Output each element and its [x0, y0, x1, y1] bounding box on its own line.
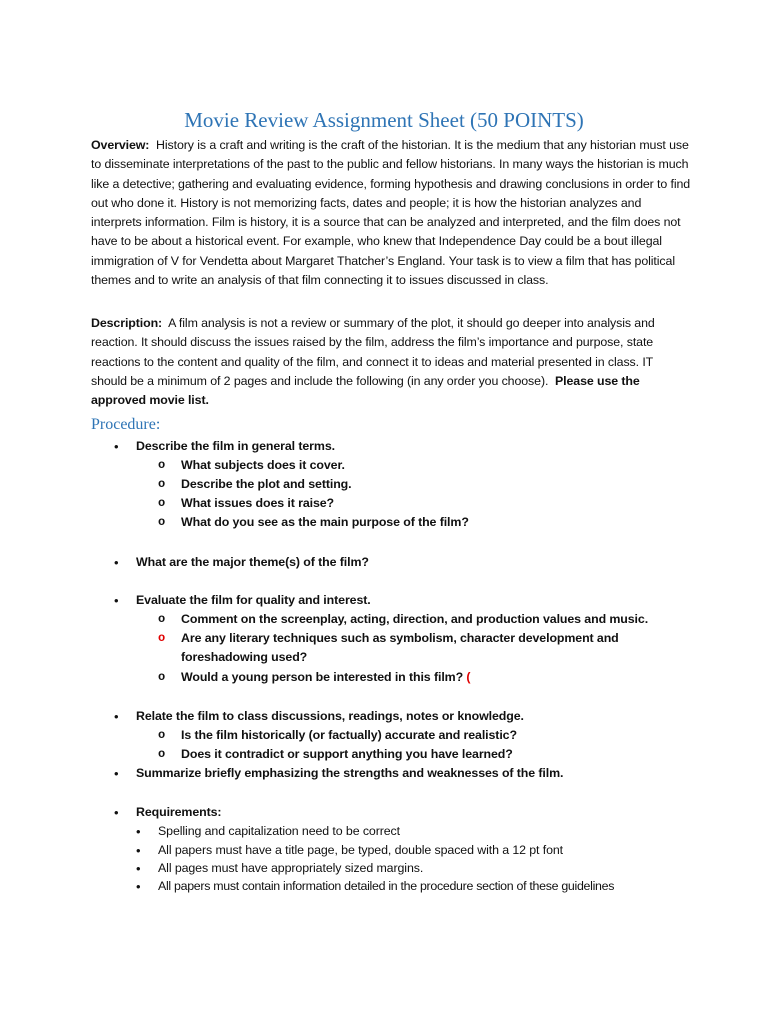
- requirement-item-4: All papers must contain information detailed in the procedure section of these guidelines: [158, 879, 615, 893]
- sub-bullet-icon: o: [158, 496, 166, 510]
- evaluate-sub-3-text: Would a young person be interested in this film?: [181, 670, 464, 684]
- procedure-relate: Relate the film to class discussions, readings, notes or knowledge.: [136, 709, 524, 723]
- sub-bullet-icon: o: [158, 747, 166, 761]
- overview-label: Overview:: [91, 138, 150, 152]
- bullet-icon: [114, 764, 119, 784]
- bullet-icon: [114, 591, 119, 611]
- procedure-themes: What are the major theme(s) of the film?: [136, 555, 369, 569]
- bullet-icon: [136, 822, 141, 842]
- describe-sub-4: What do you see as the main purpose of the film?: [181, 515, 469, 529]
- requirement-item-2: All papers must have a title page, be typed, double spaced with a 12 pt font: [158, 843, 564, 857]
- description-paragraph: [91, 314, 691, 410]
- description-text: A film analysis is not a review or summary of the plot, it should go deeper into analysis and reaction. It should discuss the issues raised by the film, address the film’s importance and purpose, state reactions to the content and quality of the film, and connect it to ideas and material presented in class. IT should be a minimum of 2 pages and include the following (in any order you choose).: [91, 316, 655, 388]
- describe-sub-2: Describe the plot and setting.: [181, 477, 352, 491]
- sub-bullet-icon: o: [158, 458, 166, 472]
- sub-bullet-icon: o: [158, 515, 166, 529]
- overview-text: History is a craft and writing is the craft of the historian. It is the medium that any historian must use to disseminate interpretations of the past to the public and fellow historians. In many ways the historian is much like a detective; gathering and evaluating evidence, forming hypothesis and drawing conclusions in order to find out who done it. History is not memorizing facts, dates and people; it is how the historian analyzes and interprets information. Film is history, it is a source that can be analyzed and interpreted, and the film does not have to be about a historical event. For example, who knew that Independence Day could be a bout illegal immigration of V for Vendetta about Margaret Thatcher’s England. Your task is to view a film that has political themes and to write an analysis of that film connecting it to issues discussed in class.: [91, 138, 691, 288]
- evaluate-sub-2: Are any literary techniques such as symbolism, character development and: [181, 631, 619, 645]
- evaluate-sub-2-continued: foreshadowing used?: [181, 650, 308, 664]
- bullet-icon: [114, 437, 119, 457]
- description-bold-tail: Please use the approved movie list.: [91, 373, 640, 408]
- requirement-item-3: All pages must have appropriately sized margins.: [158, 861, 424, 875]
- requirement-item-1: Spelling and capitalization need to be correct: [158, 824, 400, 838]
- procedure-heading: Procedure:: [91, 416, 161, 433]
- sub-bullet-icon: o: [158, 477, 166, 491]
- red-paren: (: [466, 670, 471, 684]
- sub-bullet-icon-red: o: [158, 631, 166, 645]
- bullet-icon: [114, 553, 119, 573]
- bullet-icon: [114, 707, 119, 727]
- bullet-icon: [114, 803, 119, 823]
- describe-sub-1: What subjects does it cover.: [181, 458, 345, 472]
- evaluate-sub-3: [181, 668, 470, 687]
- bullet-icon: [136, 841, 141, 861]
- procedure-evaluate: Evaluate the film for quality and interest.: [136, 593, 371, 607]
- overview-paragraph: [91, 136, 691, 290]
- procedure-describe: Describe the film in general terms.: [136, 439, 335, 453]
- description-label: Description:: [91, 316, 163, 330]
- procedure-summarize: Summarize briefly emphasizing the strengths and weaknesses of the film.: [136, 766, 564, 780]
- requirements-label: Requirements:: [136, 805, 222, 819]
- sub-bullet-icon: o: [158, 670, 166, 684]
- bullet-icon: [136, 877, 141, 897]
- relate-sub-2: Does it contradict or support anything you have learned?: [181, 747, 513, 761]
- describe-sub-3: What issues does it raise?: [181, 496, 335, 510]
- relate-sub-1: Is the film historically (or factually) accurate and realistic?: [181, 728, 517, 742]
- sub-bullet-icon: o: [158, 612, 166, 626]
- page-title: Movie Review Assignment Sheet (50 POINTS): [184, 108, 584, 132]
- evaluate-sub-1: Comment on the screenplay, acting, direction, and production values and music.: [181, 612, 649, 626]
- sub-bullet-icon: o: [158, 728, 166, 742]
- bullet-icon: [136, 859, 141, 879]
